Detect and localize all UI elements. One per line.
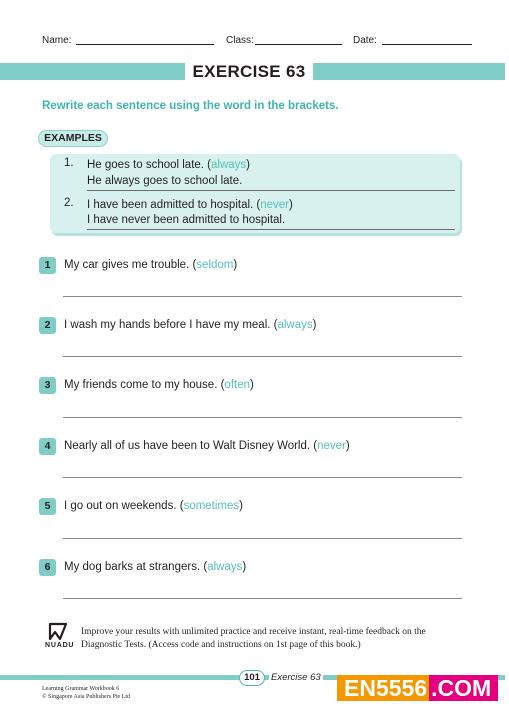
class-label: Class: <box>226 35 254 46</box>
examples-tag: EXAMPLES <box>38 130 108 147</box>
question-number: 3 <box>39 377 56 394</box>
question-sentence: My friends come to my house. (often) <box>64 379 254 391</box>
example-number: 2. <box>64 197 74 209</box>
answer-line[interactable] <box>63 356 462 357</box>
example-answer: He always goes to school late. <box>87 173 455 191</box>
example-hint-word: always <box>211 159 247 171</box>
question-number: 6 <box>39 559 56 576</box>
site-watermark <box>337 670 498 707</box>
date-label: Date: <box>353 35 377 46</box>
answer-line[interactable] <box>63 477 462 478</box>
instruction-text: Rewrite each sentence using the word in the brackets. <box>42 100 339 112</box>
nuadu-brand: NUADU <box>45 642 75 649</box>
answer-line[interactable] <box>63 538 462 539</box>
answer-line[interactable] <box>63 296 462 297</box>
question-number: 5 <box>39 498 56 515</box>
question-sentence: Nearly all of us have been to Walt Disney World. (never) <box>64 440 350 452</box>
answer-line[interactable] <box>63 417 462 418</box>
footer-exercise-label: Exercise 63 <box>271 672 321 683</box>
question-number: 4 <box>39 438 56 455</box>
question-number: 2 <box>39 317 56 334</box>
question-hint-word: never <box>317 440 346 452</box>
question-hint-word: seldom <box>196 259 234 271</box>
nuadu-logo-icon <box>46 622 70 642</box>
example-answer: I have never been admitted to hospital. <box>87 212 455 230</box>
example-sentence: I have been admitted to hospital. (never) <box>87 199 293 211</box>
question-hint-word: often <box>224 379 250 391</box>
name-label: Name: <box>42 35 72 46</box>
page-number: 101 <box>239 670 265 686</box>
question-hint-word: always <box>207 561 243 573</box>
question-sentence: My dog barks at strangers. (always) <box>64 561 247 573</box>
example-number: 1. <box>64 157 74 169</box>
credit-line: © Singapore Asia Publishers Pte Ltd <box>42 694 131 700</box>
question-hint-word: always <box>277 319 313 331</box>
exercise-title: EXERCISE 63 <box>185 61 313 83</box>
question-hint-word: sometimes <box>183 500 240 512</box>
example-hint-word: never <box>260 199 290 211</box>
name-input-line[interactable] <box>76 44 214 45</box>
class-input-line[interactable] <box>255 44 342 45</box>
promo-line: Improve your results with unlimited practice and receive instant, real-time feedback on the <box>81 627 426 637</box>
answer-line[interactable] <box>63 598 462 599</box>
date-input-line[interactable] <box>382 44 472 45</box>
question-sentence: My car gives me trouble. (seldom) <box>64 259 238 271</box>
question-sentence: I wash my hands before I have my meal. (always) <box>64 319 317 331</box>
watermark-part: .COM <box>429 675 498 701</box>
promo-line: Diagnostic Tests. (Access code and instructions on 1st page of this book.) <box>81 640 361 650</box>
example-sentence: He goes to school late. (always) <box>87 159 251 171</box>
watermark-part: EN5556 <box>337 675 429 701</box>
promo-text <box>81 626 466 652</box>
question-sentence: I go out on weekends. (sometimes) <box>64 500 244 512</box>
question-number: 1 <box>39 257 56 274</box>
credit-line: Learning Grammar Workbook 6 <box>42 686 120 692</box>
